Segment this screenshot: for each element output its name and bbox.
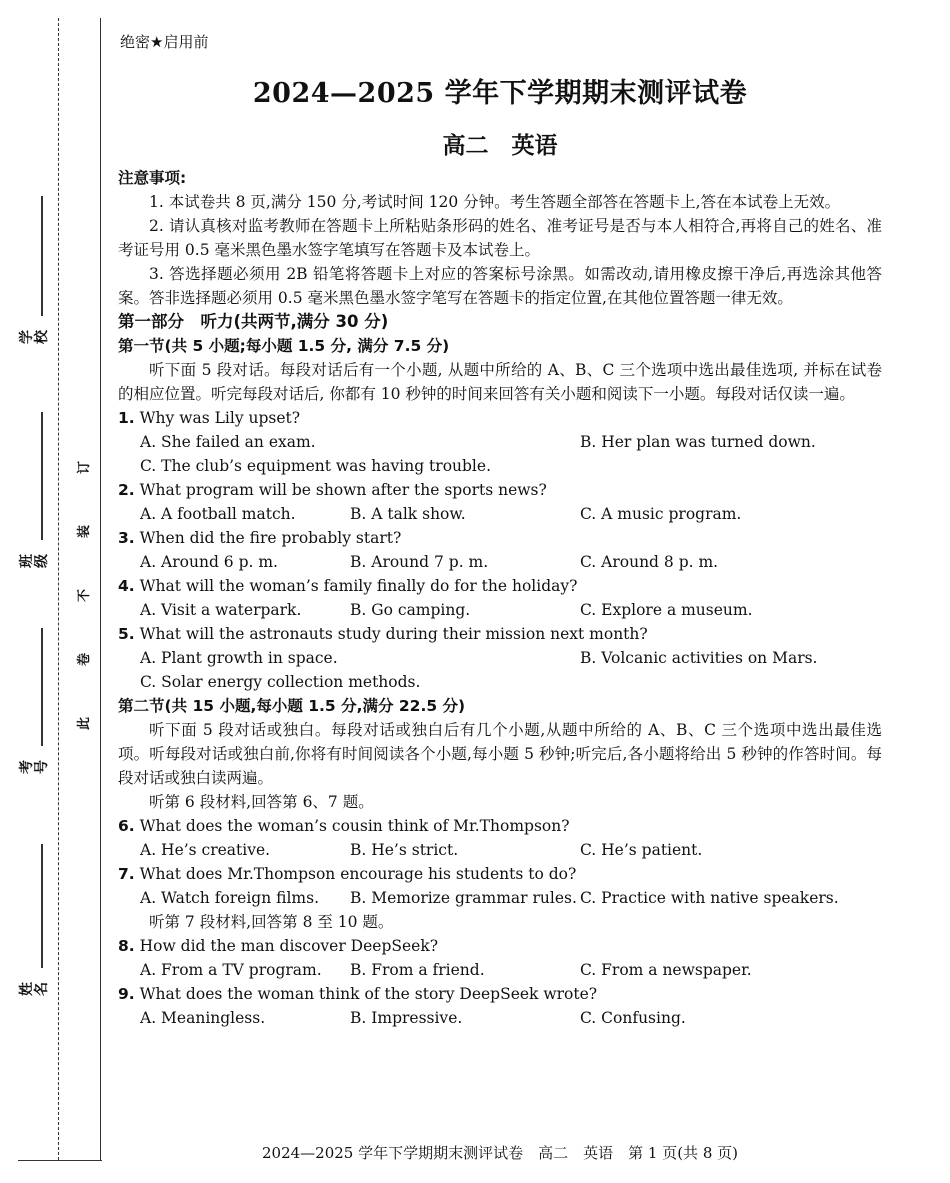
exam-page-content xyxy=(118,30,882,1030)
exam-title: 2024—2025 学年下学期期末测评试卷 xyxy=(252,78,748,109)
question-1 xyxy=(118,406,882,430)
question-text: What will the woman’s family finally do for the holiday? xyxy=(139,577,578,595)
question-number: 4. xyxy=(118,577,135,595)
option-a[interactable]: A. She failed an exam. xyxy=(140,433,316,451)
question-2 xyxy=(118,478,882,502)
section1-heading: 第一节(共 5 小题;每小题 1.5 分, 满分 7.5 分) xyxy=(118,337,450,355)
question-text: What does the woman think of the story DeepSeek wrote? xyxy=(139,985,598,1003)
option-c[interactable]: C. Solar energy collection methods. xyxy=(140,673,421,691)
name-field xyxy=(20,844,50,1004)
options-row xyxy=(118,550,882,574)
option-a[interactable]: A. Visit a waterpark. xyxy=(140,601,302,619)
note-item: 3. 答选择题必须用 2B 铅笔将答题卡上对应的答案标号涂黑。如需改动,请用橡皮擦干净后,再选涂其他答案。答非选择题必须用 0.5 毫米黑色墨水签字笔写在答题卡的指定位置,在其他位置答题一律无效。 xyxy=(118,265,882,307)
seal-char: 装 xyxy=(77,524,93,539)
question-5 xyxy=(118,622,882,646)
option-a[interactable]: A. Plant growth in space. xyxy=(140,649,338,667)
notes-heading: 注意事项: xyxy=(118,169,187,187)
question-9 xyxy=(118,982,882,1006)
option-a[interactable]: A. Around 6 p. m. xyxy=(140,553,278,571)
section1-instructions: 听下面 5 段对话。每段对话后有一个小题, 从题中所给的 A、B、C 三个选项中选出最佳选项, 并标在试卷的相应位置。听完每段对话后, 你都有 10 秒钟的时间来回答有关小题和阅读下一小题。每段对话仅读一遍。 xyxy=(118,361,882,403)
material-6-note: 听第 6 段材料,回答第 6、7 题。 xyxy=(149,793,374,811)
options-row xyxy=(118,886,882,910)
question-text: What program will be shown after the sports news? xyxy=(139,481,547,499)
option-c[interactable]: C. A music program. xyxy=(580,505,742,523)
option-c[interactable]: C. The club’s equipment was having trouble. xyxy=(140,457,491,475)
options-row xyxy=(118,646,882,670)
option-b[interactable]: B. Go camping. xyxy=(350,601,471,619)
exam-number-field xyxy=(20,628,50,782)
seal-char: 此 xyxy=(77,716,93,731)
option-b[interactable]: B. Around 7 p. m. xyxy=(350,553,489,571)
option-c[interactable]: C. He’s patient. xyxy=(580,841,703,859)
seal-char: 卷 xyxy=(77,652,93,667)
option-c[interactable]: C. Practice with native speakers. xyxy=(580,889,839,907)
question-number: 7. xyxy=(118,865,135,883)
name-label: 姓名 xyxy=(19,982,50,996)
question-7 xyxy=(118,862,882,886)
note-item: 1. 本试卷共 8 页,满分 150 分,考试时间 120 分钟。考生答题全部答在答题卡上,答在本试卷上无效。 xyxy=(149,193,841,211)
note-item: 2. 请认真核对监考教师在答题卡上所粘贴条形码的姓名、准考证号是否与本人相符合,再将自己的姓名、准考证号用 0.5 毫米黑色墨水签字笔填写在答题卡及本试卷上。 xyxy=(118,217,882,259)
question-number: 9. xyxy=(118,985,135,1003)
options-row xyxy=(118,1006,882,1030)
material-7-note: 听第 7 段材料,回答第 8 至 10 题。 xyxy=(149,913,394,931)
options-row xyxy=(118,958,882,982)
options-row xyxy=(118,454,882,478)
option-a[interactable]: A. He’s creative. xyxy=(140,841,271,859)
question-8 xyxy=(118,934,882,958)
question-3 xyxy=(118,526,882,550)
question-number: 5. xyxy=(118,625,135,643)
option-b[interactable]: B. He’s strict. xyxy=(350,841,459,859)
question-text: What does the woman’s cousin think of Mr.Thompson? xyxy=(139,817,570,835)
seal-char: 不 xyxy=(77,588,93,603)
option-b[interactable]: B. Volcanic activities on Mars. xyxy=(580,649,818,667)
options-row xyxy=(118,670,882,694)
margin-border-line xyxy=(100,18,101,1160)
seal-char: 订 xyxy=(77,460,93,475)
option-a[interactable]: A. Watch foreign films. xyxy=(140,889,320,907)
options-row xyxy=(118,502,882,526)
option-a[interactable]: A. Meaningless. xyxy=(140,1009,266,1027)
options-row xyxy=(118,598,882,622)
option-b[interactable]: B. A talk show. xyxy=(350,505,466,523)
option-c[interactable]: C. Confusing. xyxy=(580,1009,686,1027)
confidential-mark: 绝密★启用前 xyxy=(120,33,209,51)
option-b[interactable]: B. From a friend. xyxy=(350,961,485,979)
question-number: 1. xyxy=(118,409,135,427)
option-c[interactable]: C. Explore a museum. xyxy=(580,601,753,619)
option-c[interactable]: C. Around 8 p. m. xyxy=(580,553,719,571)
question-4 xyxy=(118,574,882,598)
option-b[interactable]: B. Her plan was turned down. xyxy=(580,433,816,451)
exam-subtitle: 高二 英语 xyxy=(442,133,558,159)
section2-heading: 第二节(共 15 小题,每小题 1.5 分,满分 22.5 分) xyxy=(118,697,466,715)
options-row xyxy=(118,838,882,862)
option-c[interactable]: C. From a newspaper. xyxy=(580,961,752,979)
cut-line-dashed xyxy=(58,18,59,1160)
margin-bottom-rule xyxy=(18,1160,102,1161)
question-text: How did the man discover DeepSeek? xyxy=(139,937,439,955)
class-field xyxy=(20,412,50,576)
exam-number-label: 考号 xyxy=(19,760,50,774)
question-text: Why was Lily upset? xyxy=(139,409,301,427)
option-a[interactable]: A. A football match. xyxy=(140,505,296,523)
question-text: What does Mr.Thompson encourage his students to do? xyxy=(139,865,577,883)
question-number: 8. xyxy=(118,937,135,955)
question-number: 2. xyxy=(118,481,135,499)
school-label: 学校 xyxy=(19,330,50,344)
binding-margin xyxy=(0,0,104,1183)
part1-heading: 第一部分 听力(共两节,满分 30 分) xyxy=(118,312,389,331)
question-number: 6. xyxy=(118,817,135,835)
question-6 xyxy=(118,814,882,838)
options-row xyxy=(118,430,882,454)
option-b[interactable]: B. Impressive. xyxy=(350,1009,463,1027)
option-a[interactable]: A. From a TV program. xyxy=(140,961,322,979)
question-text: When did the fire probably start? xyxy=(139,529,402,547)
question-text: What will the astronauts study during their mission next month? xyxy=(139,625,648,643)
option-b[interactable]: B. Memorize grammar rules. xyxy=(350,889,577,907)
question-number: 3. xyxy=(118,529,135,547)
school-field xyxy=(20,196,50,352)
section2-instructions: 听下面 5 段对话或独白。每段对话或独白后有几个小题,从题中所给的 A、B、C 三个选项中选出最佳选项。听每段对话或独白前,你将有时间阅读各个小题,每小题 5 秒钟;听完后,各小题将给出 5 秒钟的作答时间。每段对话或独白读两遍。 xyxy=(118,721,882,787)
page-footer: 2024—2025 学年下学期期末测评试卷 高二 英语 第 1 页(共 8 页) xyxy=(262,1144,738,1162)
class-label: 班级 xyxy=(19,554,50,568)
